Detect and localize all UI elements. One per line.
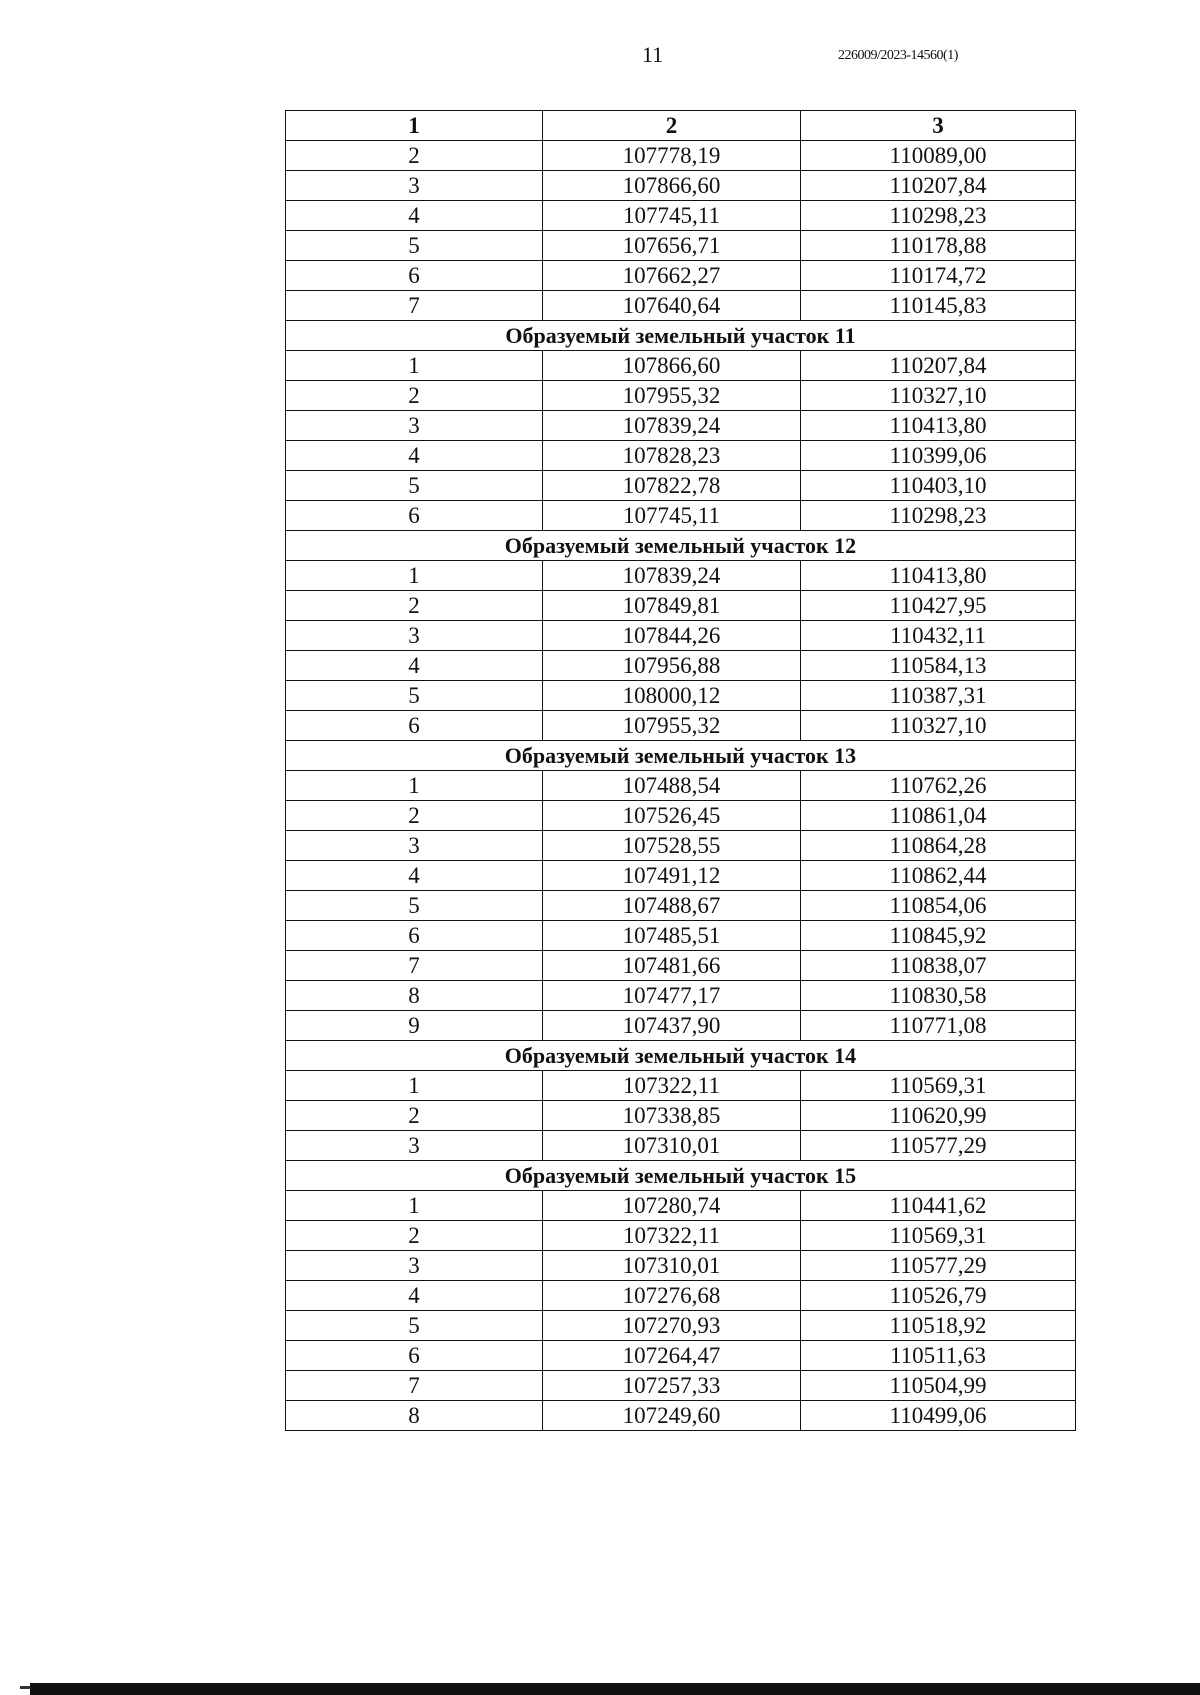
point-number-cell: 5 <box>286 891 543 921</box>
x-coordinate-cell: 107778,19 <box>543 141 801 171</box>
column-header-3: 3 <box>801 111 1076 141</box>
table-row <box>286 201 1076 231</box>
point-number-cell: 7 <box>286 291 543 321</box>
x-coordinate-cell: 107640,64 <box>543 291 801 321</box>
table-row <box>286 501 1076 531</box>
x-coordinate-cell: 107822,78 <box>543 471 801 501</box>
table-row <box>286 891 1076 921</box>
x-coordinate-cell: 107481,66 <box>543 951 801 981</box>
table-row <box>286 861 1076 891</box>
table-row <box>286 831 1076 861</box>
point-number-cell: 1 <box>286 351 543 381</box>
document-id: 226009/2023-14560(1) <box>838 48 958 63</box>
y-coordinate-cell: 110178,88 <box>801 231 1076 261</box>
y-coordinate-cell: 110399,06 <box>801 441 1076 471</box>
table-body <box>286 141 1076 1431</box>
y-coordinate-cell: 110584,13 <box>801 651 1076 681</box>
x-coordinate-cell: 107322,11 <box>543 1071 801 1101</box>
x-coordinate-cell: 107488,67 <box>543 891 801 921</box>
point-number-cell: 2 <box>286 801 543 831</box>
x-coordinate-cell: 107322,11 <box>543 1221 801 1251</box>
table-row <box>286 681 1076 711</box>
point-number-cell: 2 <box>286 1221 543 1251</box>
table-row <box>286 1221 1076 1251</box>
y-coordinate-cell: 110207,84 <box>801 171 1076 201</box>
y-coordinate-cell: 110298,23 <box>801 201 1076 231</box>
table-row <box>286 1191 1076 1221</box>
y-coordinate-cell: 110145,83 <box>801 291 1076 321</box>
x-coordinate-cell: 107526,45 <box>543 801 801 831</box>
point-number-cell: 5 <box>286 681 543 711</box>
point-number-cell: 3 <box>286 1131 543 1161</box>
section-header-row <box>286 531 1076 561</box>
table-row <box>286 951 1076 981</box>
y-coordinate-cell: 110620,99 <box>801 1101 1076 1131</box>
point-number-cell: 3 <box>286 411 543 441</box>
y-coordinate-cell: 110207,84 <box>801 351 1076 381</box>
point-number-cell: 3 <box>286 831 543 861</box>
table-row <box>286 1251 1076 1281</box>
table-row <box>286 1281 1076 1311</box>
table-row <box>286 801 1076 831</box>
y-coordinate-cell: 110089,00 <box>801 141 1076 171</box>
y-coordinate-cell: 110830,58 <box>801 981 1076 1011</box>
y-coordinate-cell: 110762,26 <box>801 771 1076 801</box>
y-coordinate-cell: 110577,29 <box>801 1131 1076 1161</box>
table-header-row <box>286 111 1076 141</box>
point-number-cell: 4 <box>286 651 543 681</box>
y-coordinate-cell: 110511,63 <box>801 1341 1076 1371</box>
x-coordinate-cell: 107955,32 <box>543 711 801 741</box>
table-row <box>286 591 1076 621</box>
x-coordinate-cell: 107745,11 <box>543 501 801 531</box>
x-coordinate-cell: 107839,24 <box>543 561 801 591</box>
x-coordinate-cell: 107955,32 <box>543 381 801 411</box>
y-coordinate-cell: 110526,79 <box>801 1281 1076 1311</box>
x-coordinate-cell: 107280,74 <box>543 1191 801 1221</box>
point-number-cell: 9 <box>286 1011 543 1041</box>
table-row <box>286 411 1076 441</box>
point-number-cell: 6 <box>286 711 543 741</box>
point-number-cell: 1 <box>286 1191 543 1221</box>
table-row <box>286 1371 1076 1401</box>
section-title: Образуемый земельный участок 15 <box>286 1161 1076 1191</box>
point-number-cell: 2 <box>286 591 543 621</box>
x-coordinate-cell: 107249,60 <box>543 1401 801 1431</box>
point-number-cell: 1 <box>286 561 543 591</box>
y-coordinate-cell: 110403,10 <box>801 471 1076 501</box>
point-number-cell: 4 <box>286 201 543 231</box>
y-coordinate-cell: 110298,23 <box>801 501 1076 531</box>
table-row <box>286 921 1076 951</box>
x-coordinate-cell: 107662,27 <box>543 261 801 291</box>
y-coordinate-cell: 110862,44 <box>801 861 1076 891</box>
y-coordinate-cell: 110577,29 <box>801 1251 1076 1281</box>
x-coordinate-cell: 107257,33 <box>543 1371 801 1401</box>
y-coordinate-cell: 110569,31 <box>801 1071 1076 1101</box>
point-number-cell: 4 <box>286 861 543 891</box>
y-coordinate-cell: 110861,04 <box>801 801 1076 831</box>
point-number-cell: 6 <box>286 1341 543 1371</box>
y-coordinate-cell: 110499,06 <box>801 1401 1076 1431</box>
table-row <box>286 771 1076 801</box>
x-coordinate-cell: 107656,71 <box>543 231 801 261</box>
point-number-cell: 1 <box>286 1071 543 1101</box>
y-coordinate-cell: 110771,08 <box>801 1011 1076 1041</box>
y-coordinate-cell: 110387,31 <box>801 681 1076 711</box>
table-row <box>286 171 1076 201</box>
x-coordinate-cell: 107839,24 <box>543 411 801 441</box>
table-row <box>286 141 1076 171</box>
y-coordinate-cell: 110427,95 <box>801 591 1076 621</box>
x-coordinate-cell: 107264,47 <box>543 1341 801 1371</box>
table-row <box>286 261 1076 291</box>
section-title: Образуемый земельный участок 14 <box>286 1041 1076 1071</box>
x-coordinate-cell: 107485,51 <box>543 921 801 951</box>
section-header-row <box>286 321 1076 351</box>
y-coordinate-cell: 110569,31 <box>801 1221 1076 1251</box>
y-coordinate-cell: 110854,06 <box>801 891 1076 921</box>
table-row <box>286 711 1076 741</box>
section-header-row <box>286 1161 1076 1191</box>
point-number-cell: 8 <box>286 981 543 1011</box>
y-coordinate-cell: 110327,10 <box>801 381 1076 411</box>
table-row <box>286 1341 1076 1371</box>
section-title: Образуемый земельный участок 11 <box>286 321 1076 351</box>
x-coordinate-cell: 107338,85 <box>543 1101 801 1131</box>
table-row <box>286 1011 1076 1041</box>
column-header-1: 1 <box>286 111 543 141</box>
y-coordinate-cell: 110327,10 <box>801 711 1076 741</box>
point-number-cell: 4 <box>286 441 543 471</box>
section-header-row <box>286 741 1076 771</box>
point-number-cell: 6 <box>286 501 543 531</box>
x-coordinate-cell: 107849,81 <box>543 591 801 621</box>
x-coordinate-cell: 107844,26 <box>543 621 801 651</box>
point-number-cell: 3 <box>286 1251 543 1281</box>
section-title: Образуемый земельный участок 12 <box>286 531 1076 561</box>
x-coordinate-cell: 107437,90 <box>543 1011 801 1041</box>
x-coordinate-cell: 107270,93 <box>543 1311 801 1341</box>
point-number-cell: 1 <box>286 771 543 801</box>
table-row <box>286 231 1076 261</box>
y-coordinate-cell: 110864,28 <box>801 831 1076 861</box>
y-coordinate-cell: 110838,07 <box>801 951 1076 981</box>
y-coordinate-cell: 110413,80 <box>801 411 1076 441</box>
table-row <box>286 351 1076 381</box>
point-number-cell: 5 <box>286 231 543 261</box>
y-coordinate-cell: 110413,80 <box>801 561 1076 591</box>
scan-bottom-edge <box>30 1683 1200 1695</box>
table-row <box>286 1311 1076 1341</box>
y-coordinate-cell: 110432,11 <box>801 621 1076 651</box>
y-coordinate-cell: 110174,72 <box>801 261 1076 291</box>
x-coordinate-cell: 107828,23 <box>543 441 801 471</box>
section-header-row <box>286 1041 1076 1071</box>
point-number-cell: 7 <box>286 1371 543 1401</box>
x-coordinate-cell: 107477,17 <box>543 981 801 1011</box>
table-row <box>286 1131 1076 1161</box>
point-number-cell: 3 <box>286 171 543 201</box>
table-row <box>286 291 1076 321</box>
y-coordinate-cell: 110441,62 <box>801 1191 1076 1221</box>
table-row <box>286 471 1076 501</box>
table-row <box>286 981 1076 1011</box>
point-number-cell: 2 <box>286 141 543 171</box>
point-number-cell: 7 <box>286 951 543 981</box>
x-coordinate-cell: 107310,01 <box>543 1131 801 1161</box>
table-row <box>286 1101 1076 1131</box>
table-row <box>286 621 1076 651</box>
table-row <box>286 441 1076 471</box>
point-number-cell: 5 <box>286 1311 543 1341</box>
table-row <box>286 381 1076 411</box>
x-coordinate-cell: 107866,60 <box>543 171 801 201</box>
coordinates-table <box>285 110 1076 1431</box>
section-title: Образуемый земельный участок 13 <box>286 741 1076 771</box>
point-number-cell: 2 <box>286 381 543 411</box>
x-coordinate-cell: 107488,54 <box>543 771 801 801</box>
table-row <box>286 651 1076 681</box>
x-coordinate-cell: 108000,12 <box>543 681 801 711</box>
x-coordinate-cell: 107866,60 <box>543 351 801 381</box>
table-row <box>286 1071 1076 1101</box>
y-coordinate-cell: 110845,92 <box>801 921 1076 951</box>
x-coordinate-cell: 107528,55 <box>543 831 801 861</box>
page-number: 11 <box>642 42 664 67</box>
point-number-cell: 2 <box>286 1101 543 1131</box>
point-number-cell: 5 <box>286 471 543 501</box>
y-coordinate-cell: 110504,99 <box>801 1371 1076 1401</box>
point-number-cell: 8 <box>286 1401 543 1431</box>
point-number-cell: 6 <box>286 921 543 951</box>
y-coordinate-cell: 110518,92 <box>801 1311 1076 1341</box>
table-row <box>286 561 1076 591</box>
column-header-2: 2 <box>543 111 801 141</box>
x-coordinate-cell: 107276,68 <box>543 1281 801 1311</box>
table-row <box>286 1401 1076 1431</box>
x-coordinate-cell: 107745,11 <box>543 201 801 231</box>
point-number-cell: 4 <box>286 1281 543 1311</box>
point-number-cell: 6 <box>286 261 543 291</box>
x-coordinate-cell: 107491,12 <box>543 861 801 891</box>
x-coordinate-cell: 107310,01 <box>543 1251 801 1281</box>
point-number-cell: 3 <box>286 621 543 651</box>
x-coordinate-cell: 107956,88 <box>543 651 801 681</box>
